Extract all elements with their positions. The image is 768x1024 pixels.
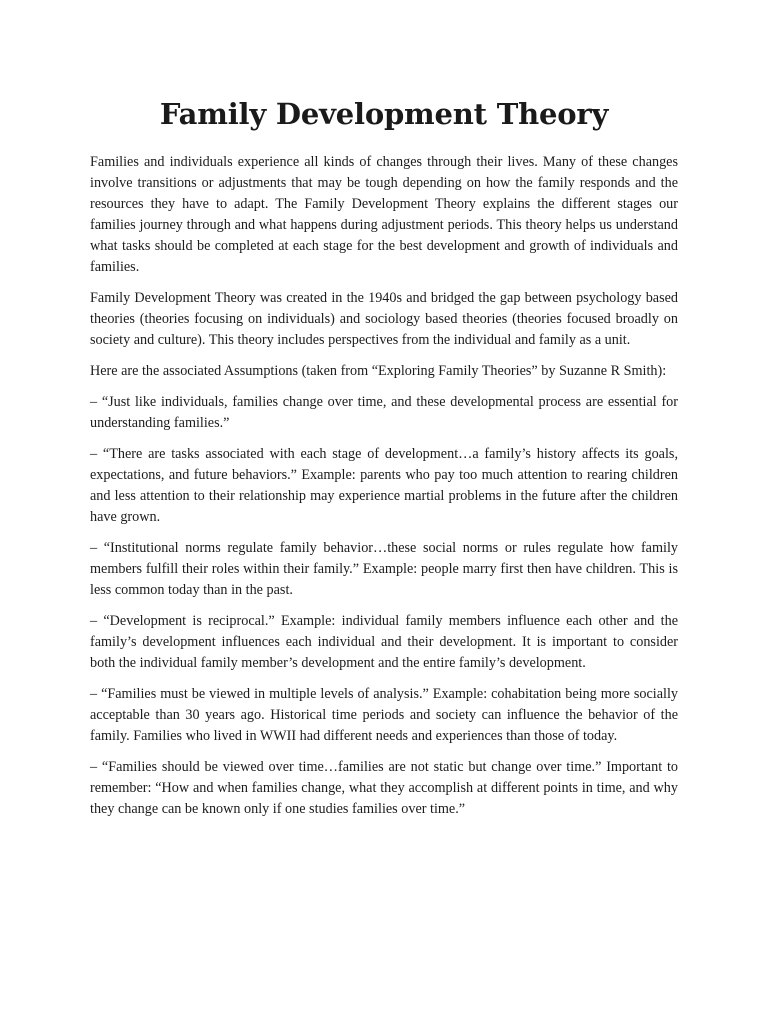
- assumptions-intro-paragraph: Here are the associated Assumptions (taken from “Exploring Family Theories” by Suzanne R Smith):: [90, 363, 667, 379]
- history-paragraph: Family Development Theory was created in the 1940s and bridged the gap between psychology based theories (theories focusing on individuals) and sociology based theories (theories focused broadly on society and culture). This theory includes perspectives from the individual and family as a unit.: [90, 290, 678, 348]
- assumption-item: – “Families must be viewed in multiple levels of analysis.” Example: cohabitation being more socially acceptable than 30 years ago. Historical time periods and society can influence the behavior of the family. Families who lived in WWII had different needs and experiences than those of today.: [90, 686, 678, 744]
- assumption-item: – “Just like individuals, families change over time, and these developmental process are essential for understanding families.”: [90, 394, 678, 431]
- intro-paragraph: Families and individuals experience all kinds of changes through their lives. Many of these changes involve transitions or adjustments that may be tough depending on how the family responds and the resources they have to adapt. The Family Development Theory explains the different stages our families journey through and what happens during adjustment periods. This theory helps us understand what tasks should be completed at each stage for the best development and growth of individuals and families.: [90, 154, 678, 275]
- assumption-item: – “Institutional norms regulate family behavior…these social norms or rules regulate how family members fulfill their roles within their family.” Example: people marry first then have children. This is less common today than in the past.: [90, 540, 678, 598]
- assumption-item: – “Families should be viewed over time…families are not static but change over time.” Important to remember: “How and when families change, what they accomplish at different points in time, and why they change can be known only if one studies families over time.”: [90, 759, 678, 817]
- page-title: Family Development Theory: [159, 97, 609, 131]
- assumption-item: – “Development is reciprocal.” Example: individual family members influence each other and the family’s development influences each individual and their development. It is important to consider both the individual family member’s development and the entire family’s development.: [90, 613, 678, 671]
- document-body: [90, 152, 678, 830]
- assumption-item: – “There are tasks associated with each stage of development…a family’s history affects its goals, expectations, and future behaviors.” Example: parents who pay too much attention to rearing children and less attention to their relationship may experience martial problems in the future after the children have grown.: [90, 446, 678, 525]
